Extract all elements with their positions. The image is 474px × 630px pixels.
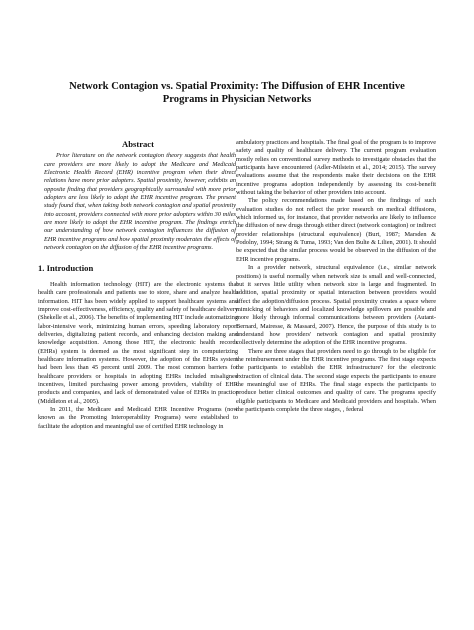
right-paragraph-3: In a provider network, structural equivalence (i.e., similar network positions) is useful normally when network size is small and well-connected, but it serves little utility when network size is large and fragmented. In addition, spatial proximity or spatial interaction between providers would affect the adoption/diffusion process. Spatial proximity creates a space where mimicking of behaviors and localized knowledge spillovers are possible and more likely through informal communications between providers (Autant-Bernard, Mairesse, & Massard, 2007). Hence, the purpose of this study is to understand how providers' network contagion and spatial proximity collectively determine the adoption of the EHR incentive programs.	[236, 264, 436, 347]
section-heading-introduction: 1. Introduction	[38, 263, 94, 274]
right-column	[236, 139, 436, 414]
intro-paragraph-1: Health information technology (HIT) are the electronic systems that health care professionals and patients use to store, share and analyze health information. HIT has been widely applied to support healthcare systems and improve cost-effectiveness, efficiency, quality and safety of healthcare delivery (Shekelle et al., 2006). The benefits of implementing HIT include automatizing labor-intensive work, minimizing human errors, speeding laboratory report deliveries, digitalizing patient records, and enhancing decision making and knowledge acquisition. Among those HIT, the electronic health records (EHRs) system is deemed as the most significant step in computerizing healthcare information systems. However, the adoption of the EHRs system had been less than 45 percent until 2009. The most common barriers for healthcare providers or hospitals in adopting EHRs included misaligned incentives, limited purchasing power among providers, viability of EHR products and companies, and lack of demonstrated value of EHRs in practice (Middleton et al., 2005).	[38, 280, 238, 405]
left-column	[38, 140, 238, 431]
right-paragraph-1: ambulatory practices and hospitals. The final goal of the program is to improve safety and quality of healthcare delivery. The current program evaluation mostly relies on conventional survey methods to investigate obstacles that the participants have encountered (Adler-Milstein et al., 2014; 2015). The survey evaluations assume that the respondents make their decisions on the EHR incentive programs adoption independently by assessing its cost-benefit without taking the behavior of other providers into account.	[236, 139, 436, 197]
abstract-text: Prior literature on the network contagion theory suggests that health care providers are more likely to adopt the Medicare and Medicaid Electronic Health Record (EHR) incentive program when their direct relations have more prior adopters. Spatial proximity, however, exhibits an opposite finding that providers geographically surrounded with more prior adopters are less likely to adopt the EHR incentive program. The present study found that, when taking both network contagion and spatial proximity into account, providers connected with more prior adopters within 30 miles are more likely to adopt the EHR incentive program. The findings enrich our understanding of how network contagion influences the diffusion of EHR incentive programs and how spatial proximity moderates the effects of network contagion on the diffusion of the EHR incentive programs.	[44, 152, 236, 252]
abstract-heading: Abstract	[122, 139, 154, 149]
intro-paragraph-2: In 2011, the Medicare and Medicaid EHR Incentive Programs (now known as the Promoting Interoperability Programs) were established to facilitate the adoption and meaningful use of certified EHR technology in	[38, 405, 238, 430]
paper-title	[40, 80, 434, 106]
right-paragraph-4: There are three stages that providers need to go through to be eligible for the reimbursement under the EHR incentive programs. The first stage expects the participants to establish the EHR infrastructure? for the electronic extraction of clinical data. The second stage expects the participants to ensure the meaningful use of EHRs. The final stage expects the participants to produce better clinical outcomes and quality of care. The programs specify eligible participants to Medicare and Medicaid providers and hospitals. When the participants complete the three stages, , federal	[236, 347, 436, 413]
title-line-1: Network Contagion vs. Spatial Proximity: The Diffusion of EHR Incentive	[69, 81, 405, 92]
title-line-2: Programs in Physician Networks	[162, 94, 312, 105]
right-paragraph-2: The policy recommendations made based on the findings of such evaluation studies do not reflect the prior research on medical diffusions, which informed us, for instance, that provider networks are likely to influence the diffusion of new drugs through either direct (network contagion) or indirect provider relationships (structural equivalence) (Burt, 1987; Marsden & Podolny, 1994; Strang & Tuma, 1993; Van den Bulte & Lilien, 2001). It should be expected that the similar process would be observed in the diffusion of the EHR incentive programs.	[236, 197, 436, 263]
